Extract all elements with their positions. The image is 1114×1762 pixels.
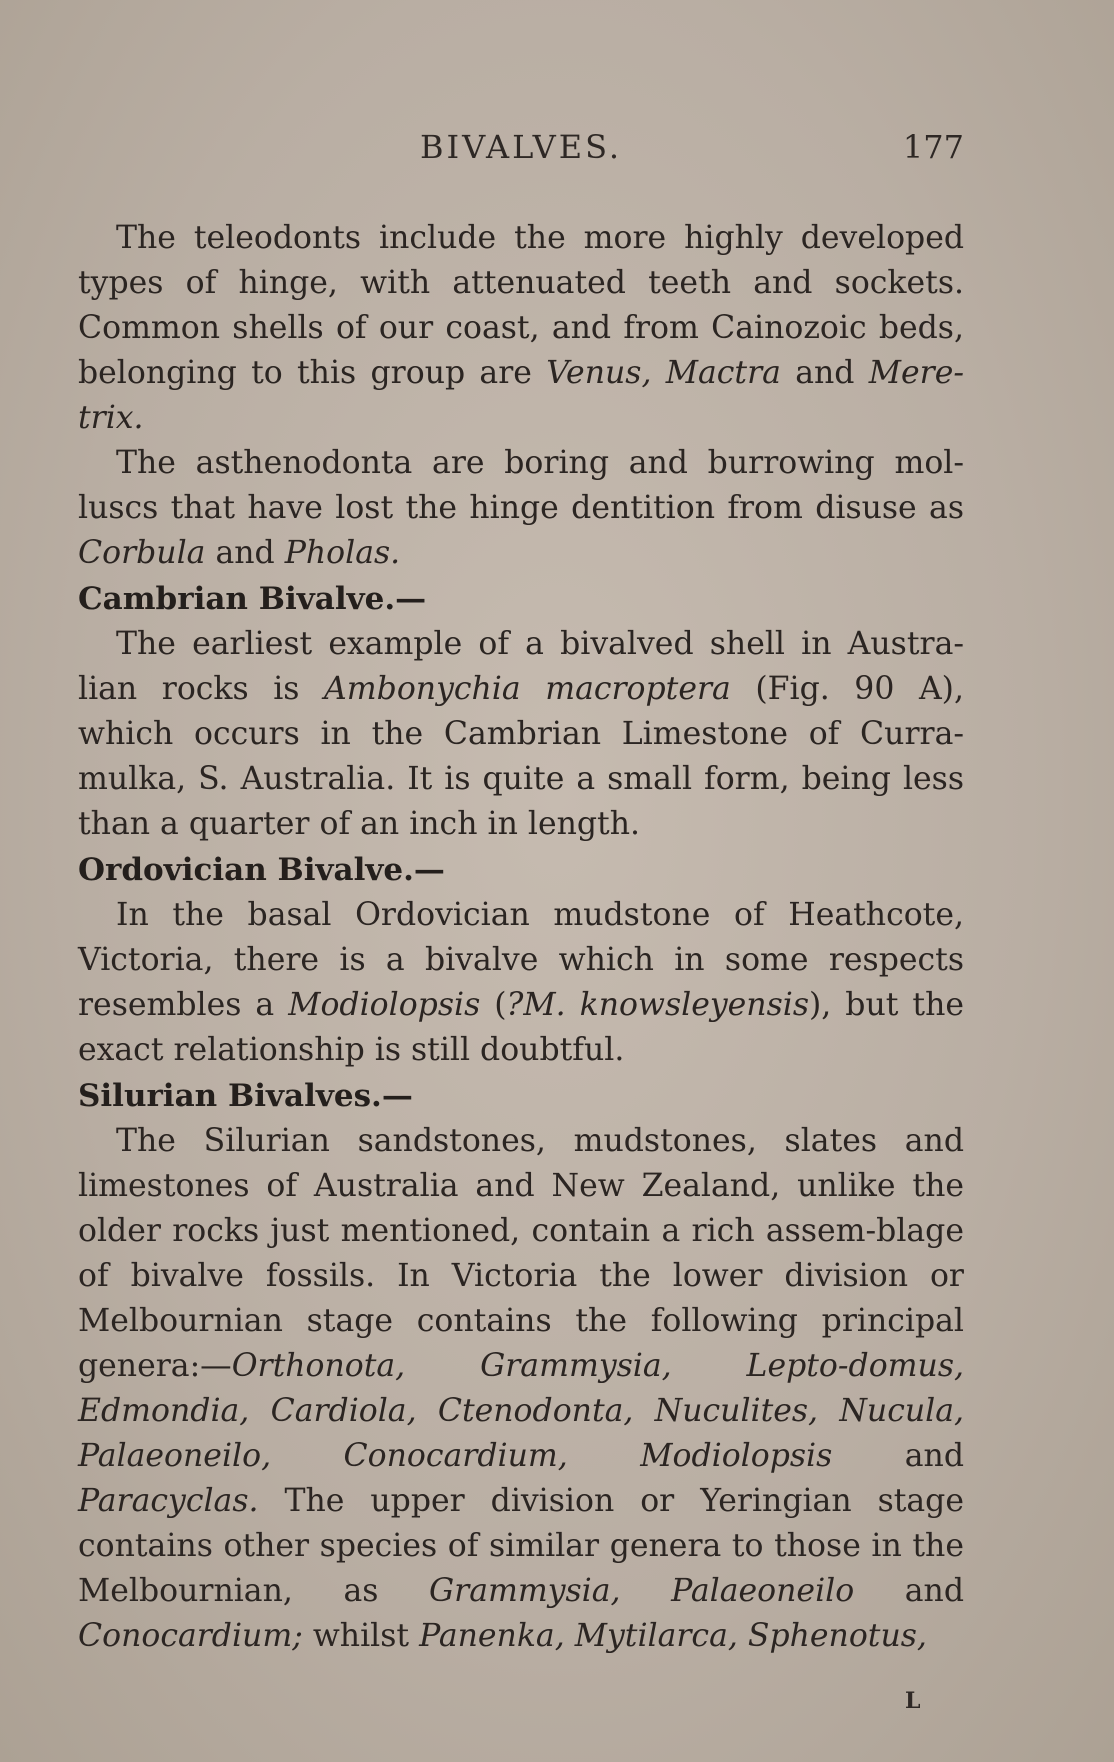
text-run: The Silurian sandstones, mudstones, slates and limestones of Australia and New Zealand, unlike the older rocks just mentioned, contain a rich assem-blage of bivalve fossils. In Victoria the lower division or Melbournian stage contains the following principal genera:—: [78, 1123, 964, 1384]
text-run: The teleodonts include the more highly developed types of hinge, with attenuated teeth and sockets. Common shells of our coast, and from Cainozoic beds, belonging to this group are: [78, 220, 964, 391]
paragraph-cambrian: [78, 622, 964, 847]
italic-text: Paracyclas.: [78, 1483, 259, 1519]
heading-ordovician: Ordovician Bivalve.—: [78, 852, 445, 888]
page-header: [78, 128, 964, 176]
text-run: (Fig. 90 A), which occurs in the Cambrian Limestone of Curra-mulka, S. Australia. It is quite a small form, being less than a quarter of an inch in length.: [78, 671, 964, 842]
italic-text: Ambonychia macroptera: [324, 671, 731, 707]
heading-silurian: Silurian Bivalves.—: [78, 1078, 413, 1114]
italic-text: Panenka, Mytilarca, Sphenotus,: [419, 1618, 927, 1654]
heading-cambrian: Cambrian Bivalve.—: [78, 581, 427, 617]
italic-text: Pholas.: [284, 535, 401, 571]
text-run: ), but the exact relationship is still doubtful.: [78, 987, 964, 1068]
italic-text: Corbula: [78, 535, 206, 571]
text-run: whilst: [302, 1618, 420, 1654]
paragraph-silurian: [78, 1119, 964, 1659]
text-run: and: [205, 535, 285, 571]
paragraph-ordovician: [78, 893, 964, 1073]
italic-text: Grammysia, Palaeoneilo: [428, 1573, 855, 1609]
body-text: [78, 216, 964, 1659]
text-run: The upper division or Yeringian stage contains other species of similar genera to those in the Melbournian, as: [78, 1483, 964, 1609]
signature-mark: L: [905, 1688, 921, 1714]
text-run: and: [854, 1573, 964, 1609]
text-run: In the basal Ordovician mudstone of Heathcote, Victoria, there is a bivalve which in some respects resembles a: [78, 897, 964, 1023]
italic-text: Conocardium;: [78, 1618, 303, 1654]
italic-text: Orthonota, Grammysia, Lepto-domus, Edmondia, Cardiola, Ctenodonta, Nuculites, Nucula, Palaeoneilo, Conocardium, Modiolopsis: [78, 1348, 964, 1474]
text-run: and: [780, 355, 869, 391]
text-run: and: [832, 1438, 964, 1474]
running-title: BIVALVES.: [419, 128, 623, 166]
italic-text: Venus, Mactra: [546, 355, 781, 391]
page-number: 177: [902, 128, 964, 166]
paragraph-teleodonts: [78, 216, 964, 441]
italic-text: Modiolopsis: [288, 987, 481, 1023]
text-run: The asthenodonta are boring and burrowing mol-luscs that have lost the hinge dentition from disuse as: [78, 445, 964, 526]
paragraph-asthenodonta: [78, 441, 964, 576]
text-run: The earliest example of a bivalved shell in Austra-lian rocks is: [78, 626, 964, 707]
italic-text: ?M. knowsleyensis: [506, 987, 809, 1023]
italic-text: Mere-trix.: [78, 355, 964, 436]
text-run: (: [480, 987, 507, 1023]
